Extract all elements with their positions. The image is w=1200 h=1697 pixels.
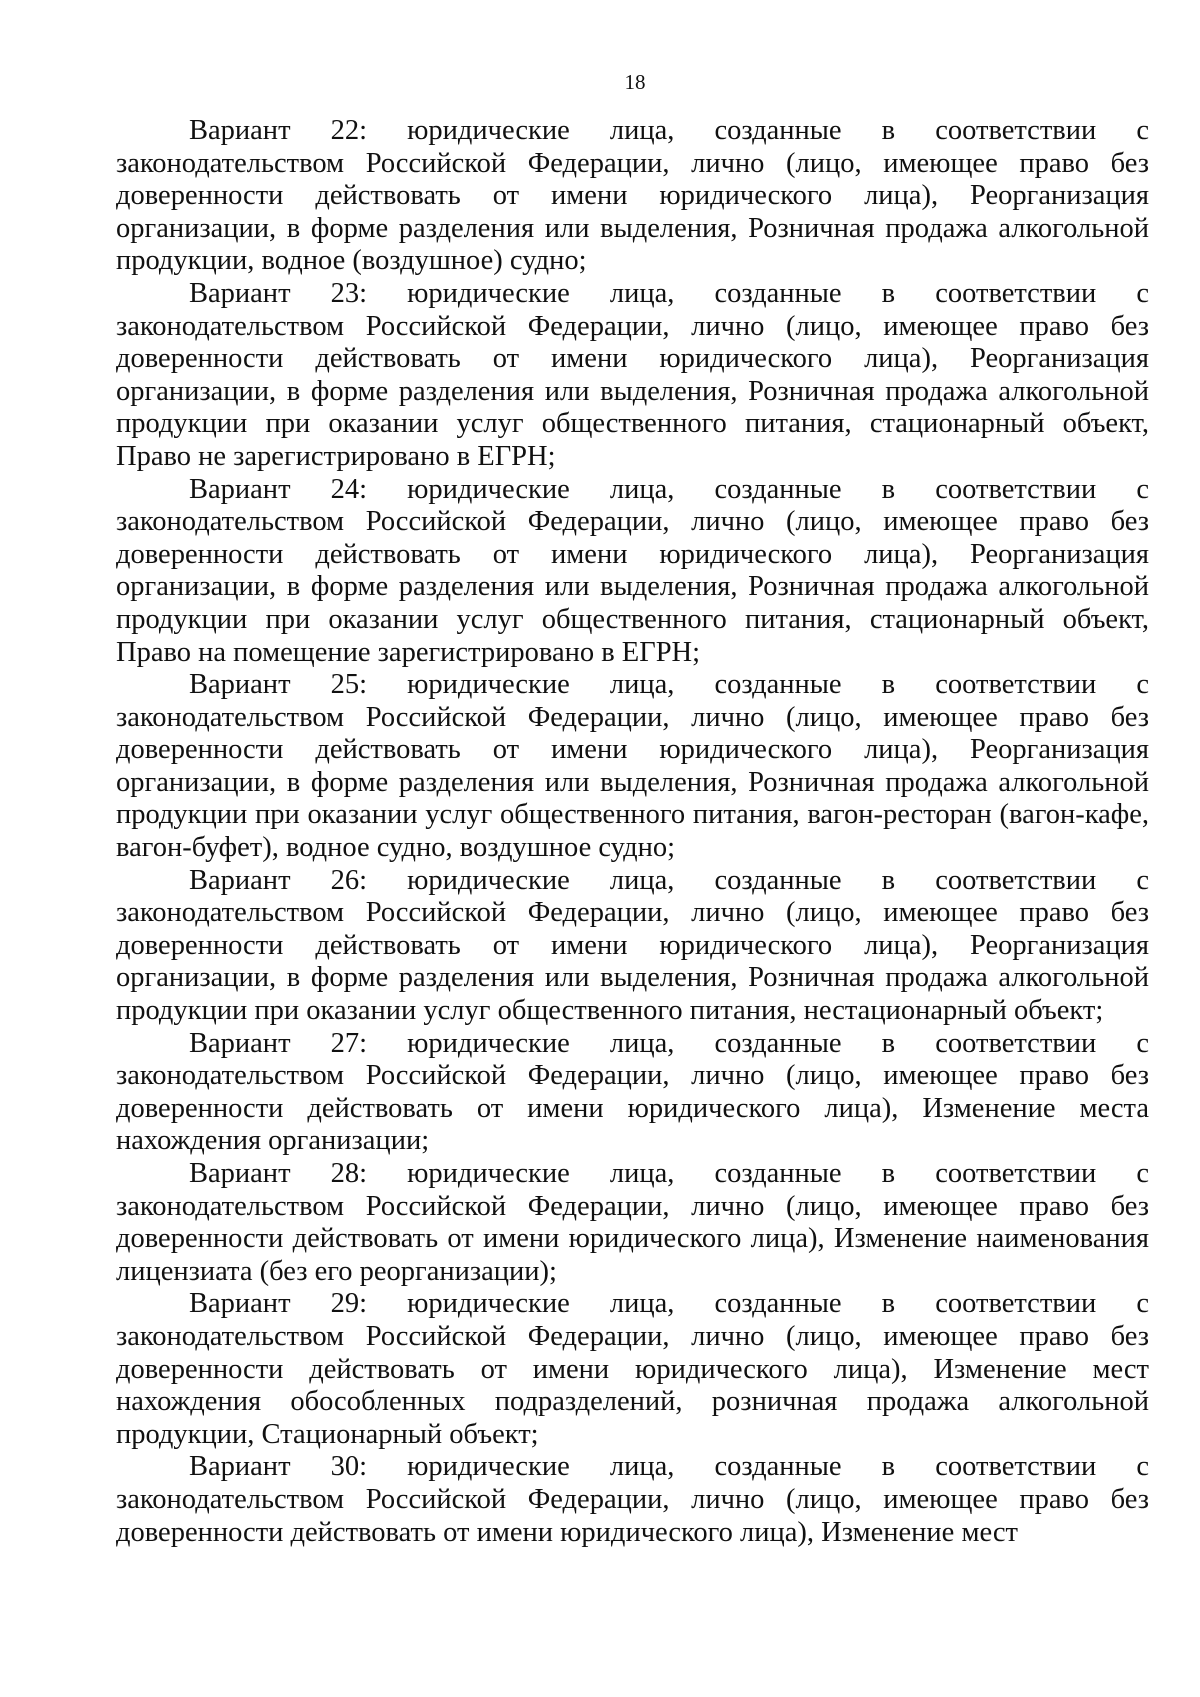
paragraph-variant-23: Вариант 23: юридические лица, созданные в соответствии с законодательством Российской Федерации, лично (лицо, имеющее право без доверенности действовать от имени юридического лица), Реорганизация организации, в форме разделения или выделения, Розничная продажа алкогольной продукции при оказании услуг общественного питания, стационарный объект, Право не зарегистрировано в ЕГРН; (116, 277, 1149, 472)
paragraph-variant-30: Вариант 30: юридические лица, созданные в соответствии с законодательством Российской Федерации, лично (лицо, имеющее право без доверенности действовать от имени юридического лица), Изменение мест (116, 1451, 1149, 1548)
document-body (116, 115, 1149, 1549)
paragraph-variant-28: Вариант 28: юридические лица, созданные в соответствии с законодательством Российской Федерации, лично (лицо, имеющее право без доверенности действовать от имени юридического лица), Изменение наименования лицензиата (без его реорганизации); (116, 1158, 1149, 1287)
paragraph-variant-22: Вариант 22: юридические лица, созданные в соответствии с законодательством Российской Федерации, лично (лицо, имеющее право без доверенности действовать от имени юридического лица), Реорганизация организации, в форме разделения или выделения, Розничная продажа алкогольной продукции, водное (воздушное) судно; (116, 115, 1149, 277)
paragraph-variant-26: Вариант 26: юридические лица, созданные в соответствии с законодательством Российской Федерации, лично (лицо, имеющее право без доверенности действовать от имени юридического лица), Реорганизация организации, в форме разделения или выделения, Розничная продажа алкогольной продукции при оказании услуг общественного питания, нестационарный объект; (116, 864, 1149, 1027)
paragraph-variant-24: Вариант 24: юридические лица, созданные в соответствии с законодательством Российской Федерации, лично (лицо, имеющее право без доверенности действовать от имени юридического лица), Реорганизация организации, в форме разделения или выделения, Розничная продажа алкогольной продукции при оказании услуг общественного питания, стационарный объект, Право на помещение зарегистрировано в ЕГРН; (116, 473, 1149, 668)
page-number: 18 (624, 70, 646, 94)
paragraph-variant-27: Вариант 27: юридические лица, созданные в соответствии с законодательством Российской Федерации, лично (лицо, имеющее право без доверенности действовать от имени юридического лица), Изменение места нахождения организации; (116, 1027, 1149, 1157)
paragraph-variant-29: Вариант 29: юридические лица, созданные в соответствии с законодательством Российской Федерации, лично (лицо, имеющее право без доверенности действовать от имени юридического лица), Изменение мест нахождения обособленных подразделений, розничная продажа алкогольной продукции, Стационарный объект; (116, 1288, 1149, 1450)
paragraph-variant-25: Вариант 25: юридические лица, созданные в соответствии с законодательством Российской Федерации, лично (лицо, имеющее право без доверенности действовать от имени юридического лица), Реорганизация организации, в форме разделения или выделения, Розничная продажа алкогольной продукции при оказании услуг общественного питания, вагон-ресторан (вагон-кафе, вагон-буфет), водное судно, воздушное судно; (116, 669, 1149, 864)
